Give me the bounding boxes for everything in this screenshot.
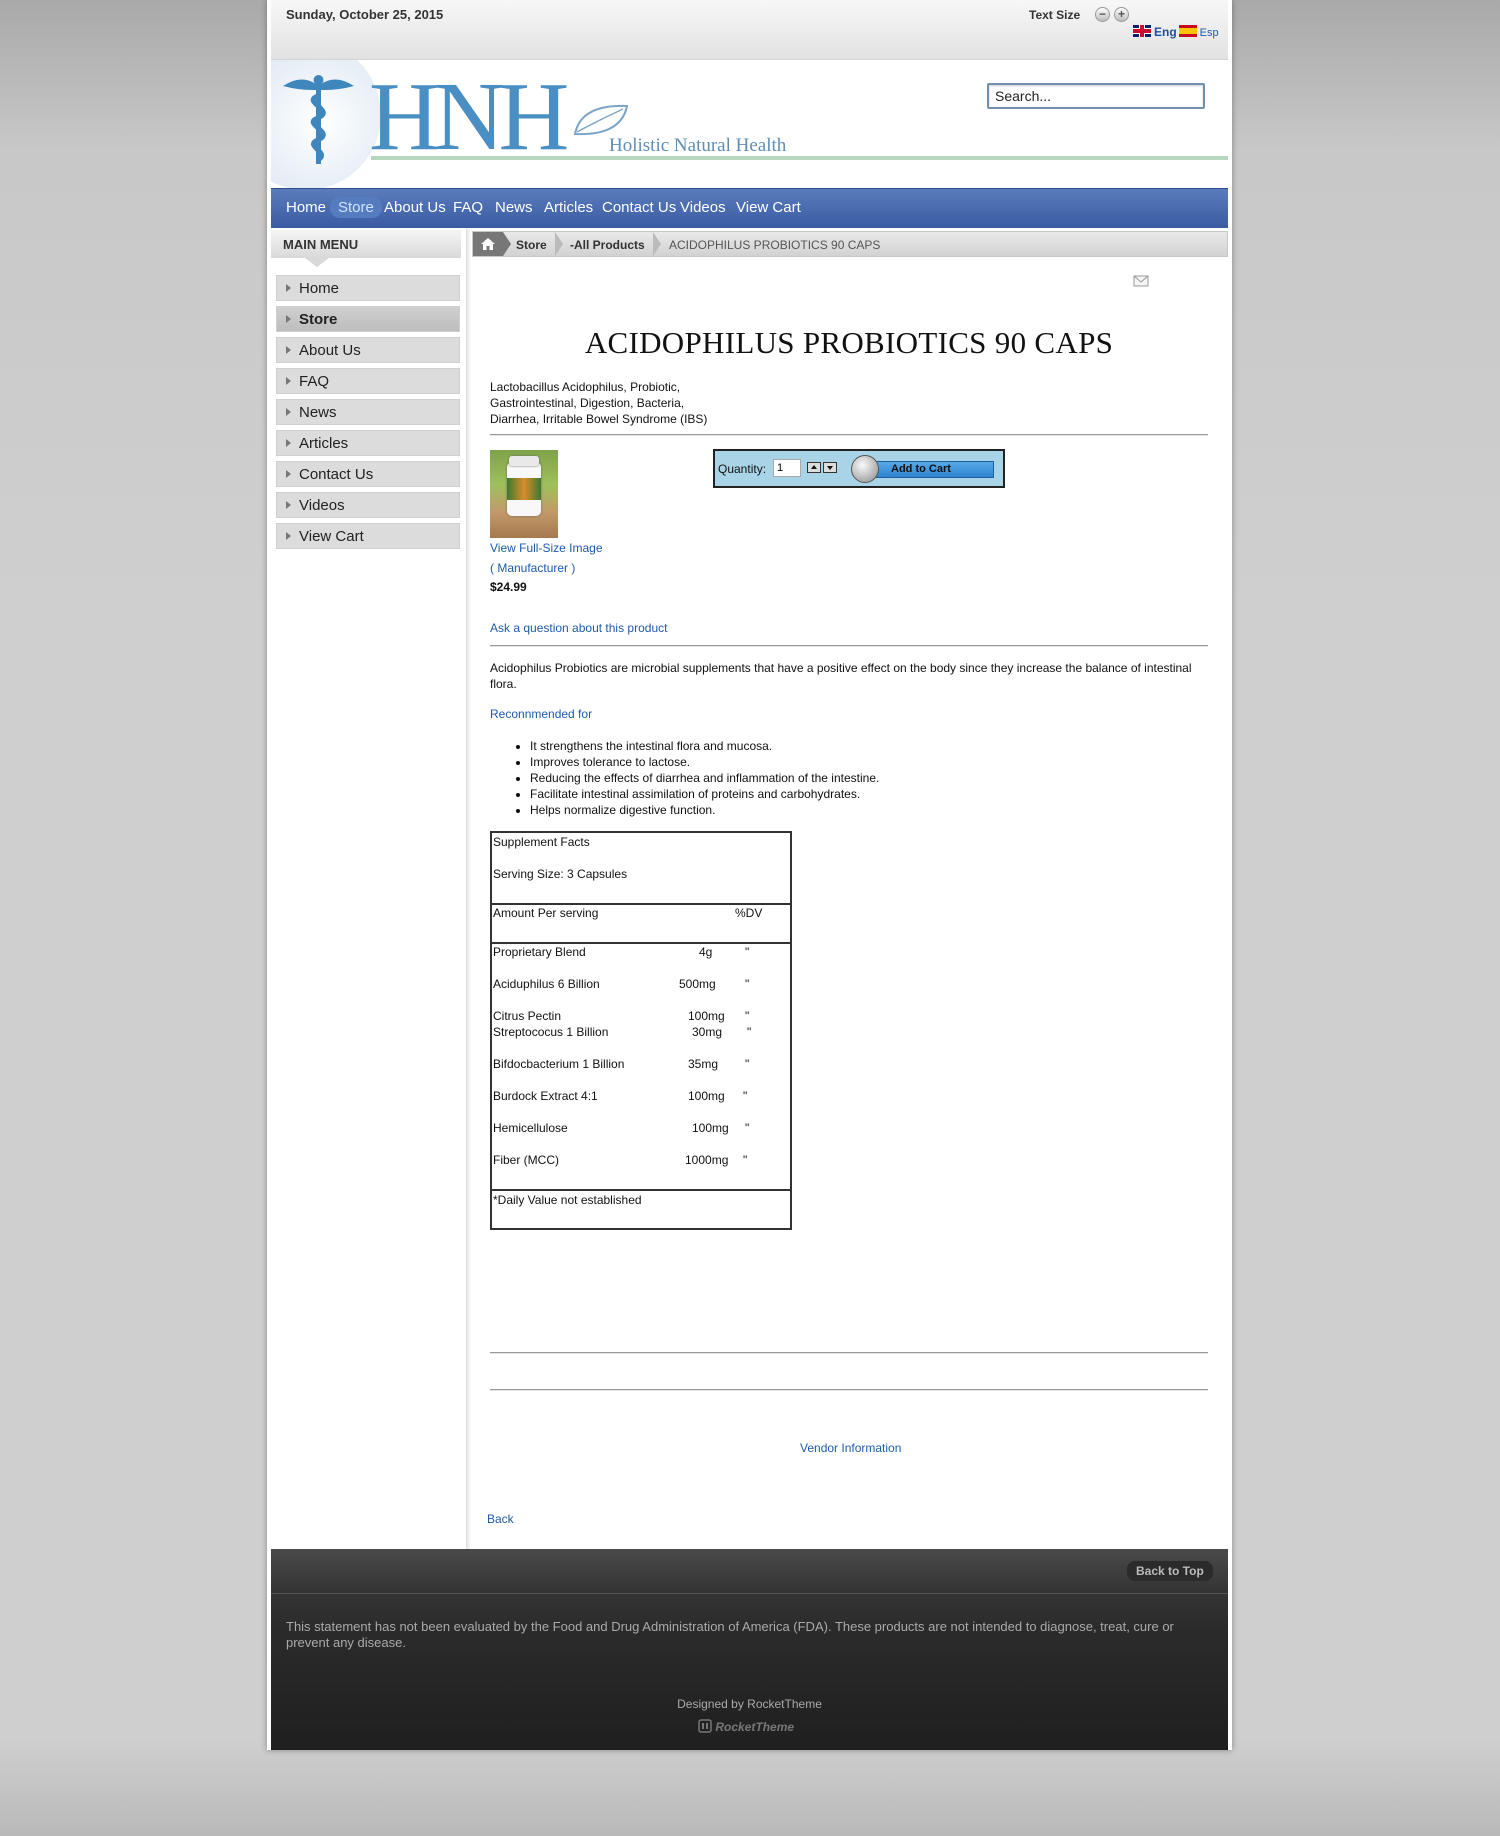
email-icon[interactable] (1133, 274, 1149, 288)
sidebar-item-label: About Us (299, 342, 361, 359)
footer-top-bar (271, 1549, 1228, 1594)
sidebar-item-home[interactable] (276, 275, 460, 301)
product-thumbnail[interactable] (490, 450, 558, 538)
supplement-facts-table (490, 831, 792, 1230)
sidebar-item-label: View Cart (299, 528, 364, 545)
view-full-size-image-link[interactable]: View Full-Size Image (490, 541, 603, 555)
caduceus-icon (281, 68, 356, 168)
sidebar-divider (466, 229, 470, 1549)
top-bar (271, 0, 1228, 60)
facts-divider (492, 942, 790, 944)
list-item: • It strengthens the intestinal flora and mucosa. (530, 738, 879, 754)
table-row: Fiber (MCC) (493, 1153, 559, 1167)
leaf-icon (571, 100, 631, 140)
rockettheme-logo-text: RocketTheme (715, 1720, 795, 1734)
back-to-top-button[interactable]: Back to Top (1127, 1561, 1213, 1581)
product-keywords-line: Gastrointestinal, Digestion, Bacteria, (490, 396, 685, 410)
arrow-down-icon (827, 466, 833, 470)
facts-divider (492, 903, 790, 905)
table-row: Hemicellulose (493, 1121, 568, 1135)
triangle-right-icon (286, 501, 291, 509)
breadcrumb-home[interactable] (473, 232, 503, 256)
recommended-title: Reconnmended for (490, 707, 593, 721)
search-input[interactable] (987, 83, 1205, 109)
table-cell-amount: 4g (699, 945, 713, 959)
table-cell-dv: " (745, 945, 750, 959)
nav-item-home[interactable]: Home (286, 199, 327, 216)
sidebar-item-label: News (299, 404, 337, 421)
nav-item-videos[interactable]: Videos (680, 199, 726, 216)
triangle-right-icon (286, 532, 291, 540)
uk-flag-icon[interactable] (1133, 25, 1151, 37)
home-icon (480, 237, 496, 251)
back-link[interactable]: Back (487, 1512, 514, 1526)
sidebar-item-contact-us[interactable] (276, 461, 460, 487)
triangle-right-icon (286, 315, 291, 323)
breadcrumb-separator (555, 232, 563, 256)
list-item: • Helps normalize digestive function. (530, 802, 879, 818)
sidebar-item-label: Store (299, 311, 338, 328)
breadcrumb-store[interactable]: Store (516, 238, 547, 252)
table-row: Aciduphilus 6 Billion (493, 977, 600, 991)
breadcrumb-current: ACIDOPHILUS PROBIOTICS 90 CAPS (669, 238, 881, 252)
triangle-right-icon (286, 408, 291, 416)
breadcrumb-separator (503, 232, 511, 256)
table-cell-dv: " (745, 1009, 750, 1023)
table-cell-dv: " (745, 977, 750, 991)
product-keywords-line: Diarrhea, Irritable Bowel Syndrome (IBS) (490, 412, 708, 426)
table-row: Proprietary Blend (493, 945, 586, 959)
nav-item-store[interactable]: Store (330, 197, 382, 218)
text-size-label: Text Size (1029, 8, 1081, 22)
lang-english-link[interactable]: Eng (1154, 25, 1177, 39)
sidebar-header (271, 230, 461, 258)
arrow-up-icon (811, 465, 817, 469)
quantity-decrease-button[interactable] (823, 462, 837, 473)
nav-item-faq[interactable]: FAQ (453, 199, 484, 216)
facts-dv-header: %DV (735, 906, 763, 920)
recommended-list (530, 738, 879, 818)
facts-amount-header: Amount Per serving (493, 906, 599, 920)
table-cell-amount: 30mg (692, 1025, 723, 1039)
sidebar-item-videos[interactable] (276, 492, 460, 518)
nav-item-news[interactable]: News (495, 199, 533, 216)
quantity-input[interactable] (773, 459, 801, 477)
spain-flag-icon[interactable] (1179, 25, 1197, 37)
table-cell-dv: " (743, 1153, 748, 1167)
sidebar-item-label: Home (299, 280, 340, 297)
list-item: • Improves tolerance to lactose. (530, 754, 879, 770)
ask-question-link[interactable]: Ask a question about this product (490, 621, 668, 635)
triangle-right-icon (286, 284, 291, 292)
breadcrumb-all-products[interactable]: -All Products (570, 238, 645, 252)
table-row: Burdock Extract 4:1 (493, 1089, 598, 1103)
quantity-label: Quantity: (718, 462, 767, 476)
main-nav (271, 188, 1228, 228)
product-description: Acidophilus Probiotics are microbial supplements that have a positive effect on the body since they increase the balance of intestinal flora. (490, 661, 1192, 691)
sidebar-item-faq[interactable] (276, 368, 460, 394)
table-cell-dv: " (743, 1089, 748, 1103)
facts-serving-size: Serving Size: 3 Capsules (493, 867, 628, 881)
breadcrumb (472, 231, 1228, 257)
table-row: Bifdocbacterium 1 Billion (493, 1057, 625, 1071)
logo-letters: HNH (369, 63, 564, 171)
sidebar-header-pointer (305, 258, 329, 267)
manufacturer-link[interactable]: ( Manufacturer ) (490, 561, 576, 575)
site-header (271, 60, 1228, 188)
text-size-decrease-button[interactable]: − (1095, 7, 1110, 22)
facts-footnote: *Daily Value not established (493, 1193, 642, 1207)
current-date: Sunday, October 25, 2015 (286, 7, 444, 22)
sidebar-item-label: Articles (299, 435, 349, 452)
triangle-right-icon (286, 377, 291, 385)
sidebar-item-about-us[interactable] (276, 337, 460, 363)
designed-by-text: Designed by RocketTheme (677, 1697, 822, 1711)
sidebar-item-view-cart[interactable] (276, 523, 460, 549)
facts-title: Supplement Facts (493, 835, 590, 849)
triangle-right-icon (286, 439, 291, 447)
site-footer (271, 1549, 1228, 1750)
sidebar-item-label: Videos (299, 497, 345, 514)
sidebar-item-news[interactable] (276, 399, 460, 425)
nav-item-contact-us[interactable]: Contact Us (602, 199, 677, 216)
divider (490, 1389, 1208, 1391)
product-price: $24.99 (490, 580, 527, 594)
table-cell-amount: 500mg (679, 977, 716, 991)
divider (490, 434, 1208, 436)
bottle-cap (509, 456, 539, 466)
add-to-cart-label: Add to Cart (891, 463, 951, 475)
breadcrumb-separator (653, 232, 661, 256)
table-cell-amount: 1000mg (685, 1153, 729, 1167)
triangle-right-icon (286, 346, 291, 354)
triangle-right-icon (286, 470, 291, 478)
fda-disclaimer: This statement has not been evaluated by the Food and Drug Administration of America (FDA). These products are not intended to diagnose, treat, cure or prevent any disease. (286, 1619, 1174, 1650)
rockettheme-logo[interactable] (698, 1719, 794, 1734)
bottle-label (507, 478, 541, 500)
add-to-cart-button[interactable] (851, 455, 994, 483)
table-cell-amount: 35mg (688, 1057, 719, 1071)
page-wrapper (267, 0, 1232, 1750)
table-cell-dv: " (745, 1121, 750, 1135)
table-row: Streptococus 1 Billion (493, 1025, 609, 1039)
facts-divider (492, 1189, 790, 1191)
nav-item-about-us[interactable]: About Us (384, 199, 446, 216)
table-cell-amount: 100mg (688, 1089, 725, 1103)
cart-icon (851, 455, 879, 483)
table-cell-amount: 100mg (688, 1009, 725, 1023)
add-to-cart-form (713, 449, 1005, 488)
divider (490, 645, 1208, 647)
sidebar-item-label: Contact Us (299, 466, 374, 483)
list-item: • Reducing the effects of diarrhea and inflammation of the intestine. (530, 770, 879, 786)
table-cell-dv: " (745, 1057, 750, 1071)
quantity-increase-button[interactable] (807, 462, 821, 473)
table-row: Citrus Pectin (493, 1009, 562, 1023)
nav-item-view-cart[interactable]: View Cart (736, 199, 801, 216)
product-title: ACIDOPHILUS PROBIOTICS 90 CAPS (584, 325, 1114, 360)
product-keywords-line: Lactobacillus Acidophilus, Probiotic, (490, 380, 681, 394)
nav-item-articles[interactable]: Articles (544, 199, 594, 216)
table-cell-dv: " (747, 1025, 752, 1039)
sidebar-title: MAIN MENU (283, 237, 359, 252)
product-keywords (490, 379, 730, 427)
logo-tagline: Holistic Natural Health (609, 135, 787, 156)
list-item: • Facilitate intestinal assimilation of proteins and carbohydrates. (530, 786, 879, 802)
lang-spanish-link[interactable]: Esp (1199, 27, 1219, 39)
language-switcher (1133, 25, 1219, 39)
divider (490, 1352, 1208, 1354)
table-cell-amount: 100mg (692, 1121, 729, 1135)
text-size-increase-button[interactable]: + (1114, 7, 1129, 22)
rockettheme-icon (698, 1719, 712, 1733)
sidebar-item-label: FAQ (299, 373, 330, 390)
vendor-information-link[interactable]: Vendor Information (800, 1441, 902, 1455)
sidebar-item-articles[interactable] (276, 430, 460, 456)
sidebar-item-store[interactable] (276, 306, 460, 332)
